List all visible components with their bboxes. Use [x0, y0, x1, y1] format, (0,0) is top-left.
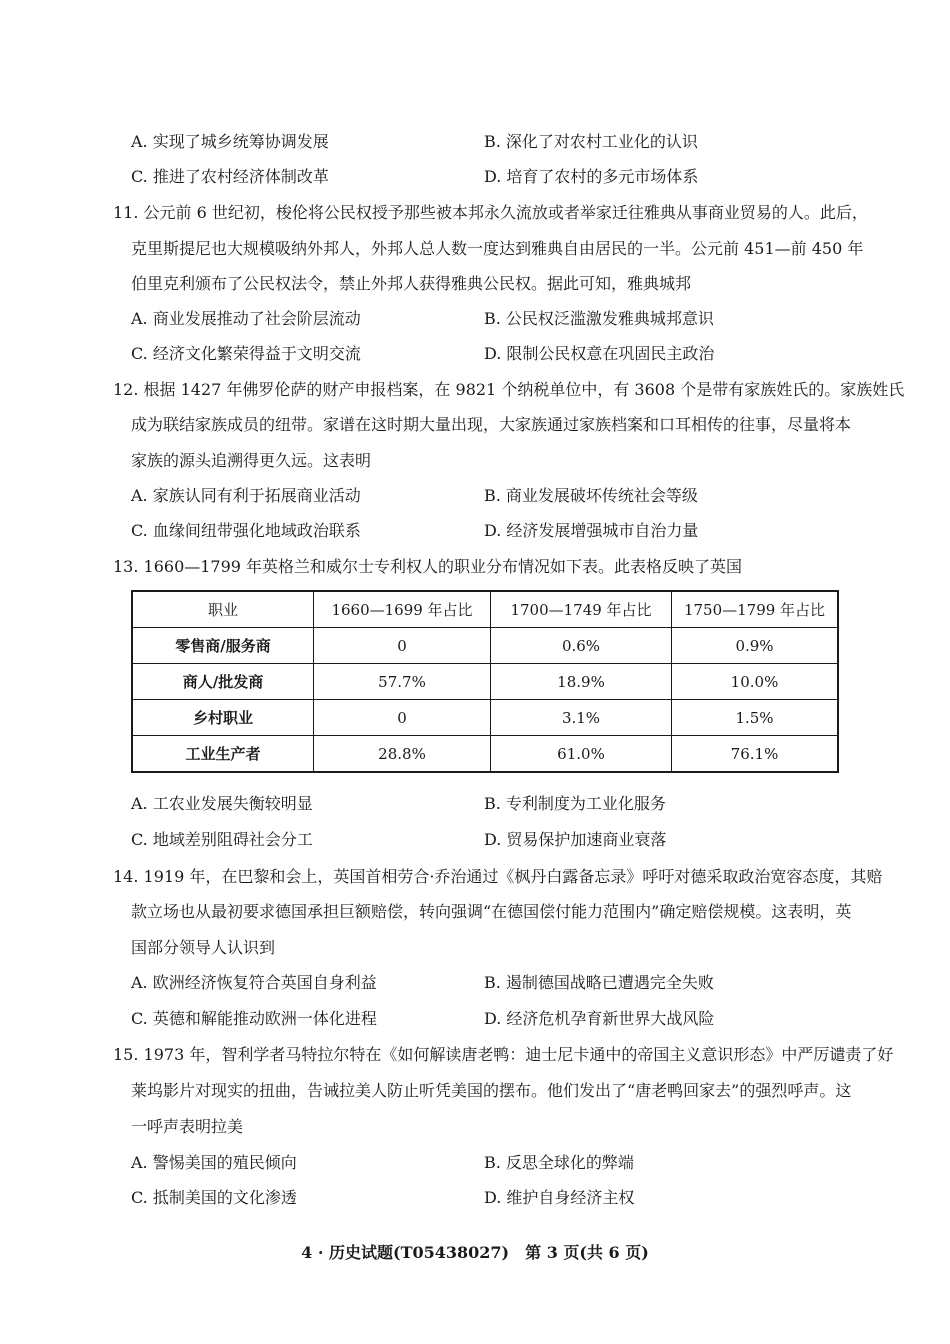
table-cell: 1.5% — [672, 700, 839, 736]
table-row — [132, 736, 838, 773]
q11-option-a: A. 商业发展推动了社会阶层流动 — [131, 309, 361, 328]
table-cell: 0.6% — [491, 628, 672, 664]
q12-stem-line-2: 成为联结家族成员的纽带。家谱在这时期大量出现，大家族通过家族档案和口耳相传的往事，尽量将本 — [131, 415, 852, 434]
q10-option-a: A. 实现了城乡统筹协调发展 — [131, 132, 329, 151]
occupation-table — [131, 590, 839, 773]
q15-stem-line-2: 莱坞影片对现实的扭曲，告诫拉美人防止听凭美国的摆布。他们发出了“唐老鸭回家去”的强烈呼声。这 — [131, 1081, 852, 1100]
q14-stem-line-2: 款立场也从最初要求德国承担巨额赔偿，转向强调“在德国偿付能力范围内”确定赔偿规模。这表明，英 — [131, 902, 852, 921]
q10-option-c: C. 推进了农村经济体制改革 — [131, 167, 329, 186]
q12-option-d: D. 经济发展增强城市自治力量 — [484, 521, 699, 540]
q12-option-a: A. 家族认同有利于拓展商业活动 — [131, 486, 361, 505]
q13-stem: 13. 1660—1799 年英格兰和威尔士专利权人的职业分布情况如下表。此表格反映了英国 — [113, 557, 743, 576]
q12-option-b: B. 商业发展破坏传统社会等级 — [484, 486, 698, 505]
table-cell: 10.0% — [672, 664, 839, 700]
table-row — [132, 628, 838, 664]
table-cell: 商人/批发商 — [132, 664, 314, 700]
q15-option-a: A. 警惕美国的殖民倾向 — [131, 1153, 297, 1172]
table-cell: 0 — [314, 700, 491, 736]
q14-stem-line-1: 14. 1919 年，在巴黎和会上，英国首相劳合·乔治通过《枫丹白露备忘录》呼吁对德采取政治宽容态度，其赔 — [113, 867, 883, 886]
q15-stem-line-1: 15. 1973 年，智利学者马特拉尔特在《如何解读唐老鸭：迪士尼卡通中的帝国主义意识形态》中严厉谴责了好 — [113, 1045, 894, 1064]
q11-option-b: B. 公民权泛滥激发雅典城邦意识 — [484, 309, 714, 328]
q12-stem-line-3: 家族的源头追溯得更久远。这表明 — [131, 451, 372, 470]
q15-option-c: C. 抵制美国的文化渗透 — [131, 1188, 297, 1207]
table-cell: 工业生产者 — [132, 736, 314, 773]
table-header-cell: 职业 — [132, 591, 314, 628]
q14-option-c: C. 英德和解能推动欧洲一体化进程 — [131, 1009, 377, 1028]
table-cell: 乡村职业 — [132, 700, 314, 736]
table-header-row — [132, 591, 838, 628]
q14-option-d: D. 经济危机孕育新世界大战风险 — [484, 1009, 715, 1028]
table-cell: 零售商/服务商 — [132, 628, 314, 664]
q15-stem-line-3: 一呼声表明拉美 — [131, 1117, 244, 1136]
table-header-cell: 1700—1749 年占比 — [491, 591, 672, 628]
q11-option-d: D. 限制公民权意在巩固民主政治 — [484, 344, 715, 363]
q12-option-c: C. 血缘间纽带强化地域政治联系 — [131, 521, 361, 540]
table-row — [132, 700, 838, 736]
q11-stem-line-1: 11. 公元前 6 世纪初，梭伦将公民权授予那些被本邦永久流放或者举家迁往雅典从事商业贸易的人。此后， — [113, 203, 868, 222]
table-cell: 18.9% — [491, 664, 672, 700]
table-cell: 61.0% — [491, 736, 672, 773]
q11-stem-line-2: 克里斯提尼也大规模吸纳外邦人，外邦人总人数一度达到雅典自由居民的一半。公元前 451—前 450 年 — [131, 239, 864, 258]
q14-option-b: B. 遏制德国战略已遭遇完全失败 — [484, 973, 714, 992]
q13-option-c: C. 地域差别阻碍社会分工 — [131, 830, 313, 849]
table-cell: 28.8% — [314, 736, 491, 773]
q11-stem-line-3: 伯里克利颁布了公民权法令，禁止外邦人获得雅典公民权。据此可知，雅典城邦 — [131, 274, 692, 293]
table-header-cell: 1750—1799 年占比 — [672, 591, 839, 628]
q14-option-a: A. 欧洲经济恢复符合英国自身利益 — [131, 973, 377, 992]
table-cell: 76.1% — [672, 736, 839, 773]
q13-option-a: A. 工农业发展失衡较明显 — [131, 794, 313, 813]
q15-option-b: B. 反思全球化的弊端 — [484, 1153, 634, 1172]
table-row — [132, 664, 838, 700]
q14-stem-line-3: 国部分领导人认识到 — [131, 938, 276, 957]
table-cell: 0 — [314, 628, 491, 664]
table-cell: 57.7% — [314, 664, 491, 700]
q13-option-d: D. 贸易保护加速商业衰落 — [484, 830, 667, 849]
q10-option-b: B. 深化了对农村工业化的认识 — [484, 132, 698, 151]
q10-option-d: D. 培育了农村的多元市场体系 — [484, 167, 699, 186]
table-cell: 0.9% — [672, 628, 839, 664]
q11-option-c: C. 经济文化繁荣得益于文明交流 — [131, 344, 361, 363]
q15-option-d: D. 维护自身经济主权 — [484, 1188, 635, 1207]
q12-stem-line-1: 12. 根据 1427 年佛罗伦萨的财产申报档案，在 9821 个纳税单位中，有 3608 个是带有家族姓氏的。家族姓氏 — [113, 380, 905, 399]
q13-option-b: B. 专利制度为工业化服务 — [484, 794, 666, 813]
page-footer: 4 · 历史试题(T05438027) 第 3 页(共 6 页) — [301, 1243, 649, 1262]
table-cell: 3.1% — [491, 700, 672, 736]
table-header-cell: 1660—1699 年占比 — [314, 591, 491, 628]
